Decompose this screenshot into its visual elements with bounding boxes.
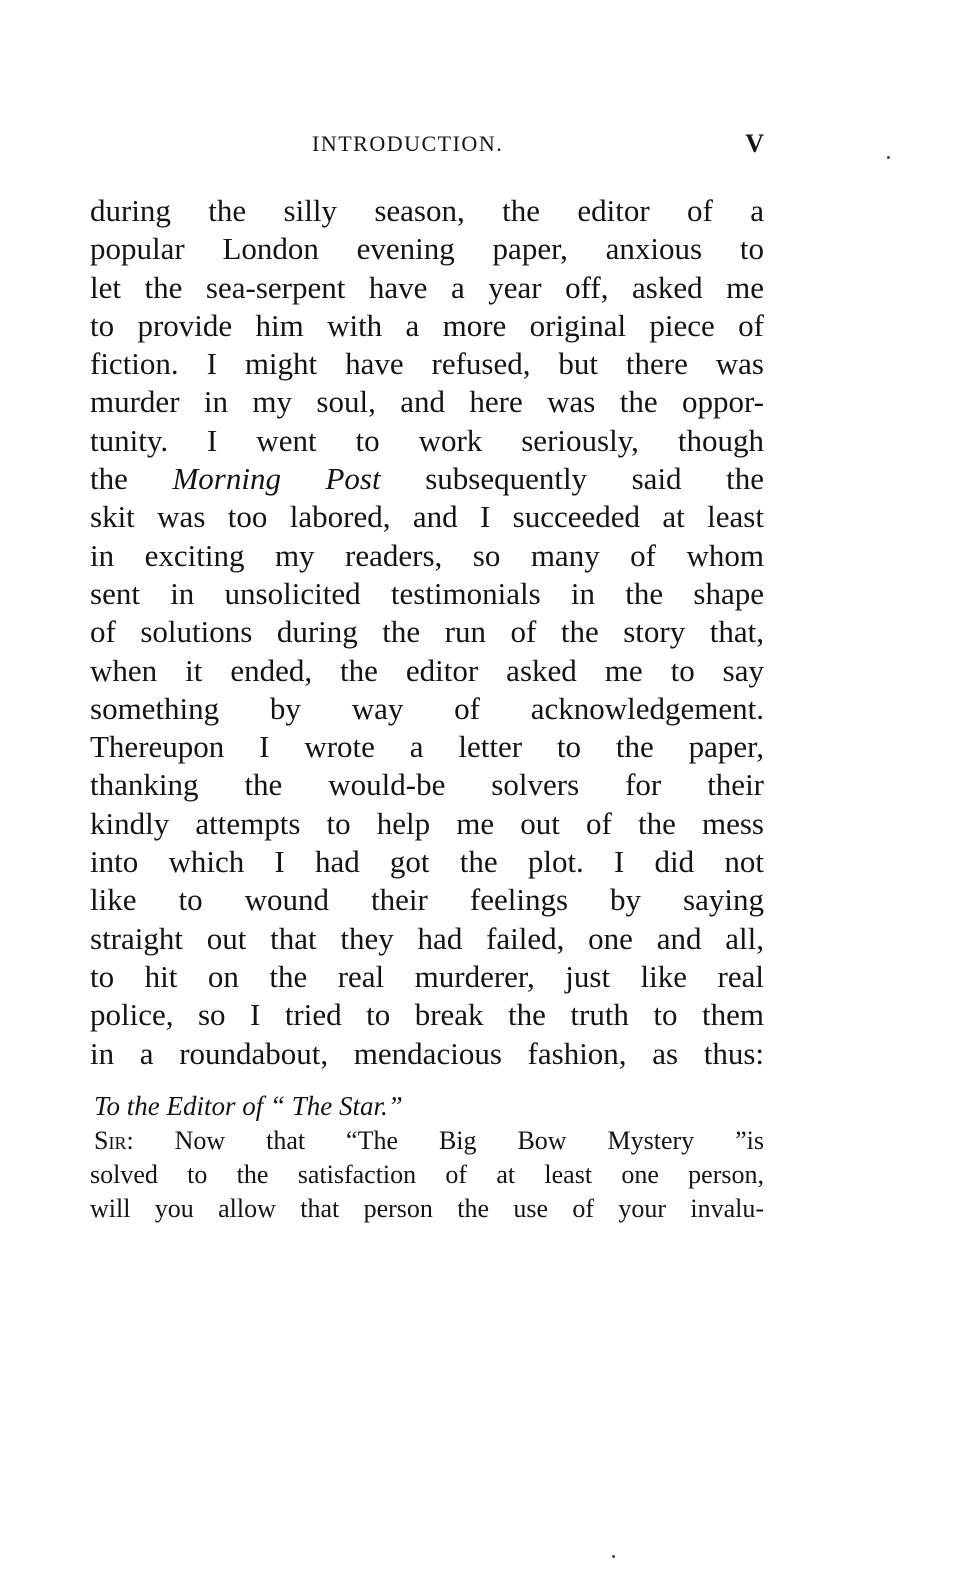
letter-line: will you allow that person the use of your invalu-: [90, 1194, 764, 1223]
print-speck: [887, 156, 890, 159]
text-line: sent in unsolicited testimonials in the shape: [90, 575, 764, 611]
text-line: Thereupon I wrote a letter to the paper,: [90, 729, 764, 765]
text-line: skit was too labored, and I succeeded at least: [90, 499, 764, 535]
newspaper-title: Morning Post: [172, 461, 381, 497]
text-line: to hit on the real murderer, just like real: [90, 958, 764, 994]
quoted-letter: [90, 1088, 764, 1226]
body-paragraph: [90, 192, 764, 1073]
letter-heading: To the Editor of “ The Star.”: [94, 1091, 403, 1121]
text-line: in a roundabout, mendacious fashion, as thus:: [90, 1035, 764, 1071]
text-line: popular London evening paper, anxious to: [90, 231, 764, 267]
letter-line: [90, 1124, 764, 1158]
text-line: police, so I tried to break the truth to them: [90, 997, 764, 1033]
print-speck: [612, 1555, 615, 1558]
text-line: tunity. I went to work seriously, though: [90, 422, 764, 458]
page-number: V: [745, 129, 764, 158]
text-line-with-italic: [90, 460, 764, 498]
text-fragment: the: [90, 461, 173, 497]
text-fragment: subsequently said the: [380, 461, 764, 497]
page-header: [90, 126, 764, 162]
text-line: like to wound their feelings by saying: [90, 882, 764, 918]
text-line: let the sea-serpent have a year off, asked me: [90, 269, 764, 305]
text-line: to provide him with a more original piece of: [90, 307, 764, 343]
text-line: murder in my soul, and here was the oppor-: [90, 384, 764, 420]
text-line: when it ended, the editor asked me to say: [90, 652, 764, 688]
text-line: in exciting my readers, so many of whom: [90, 537, 764, 573]
text-line: fiction. I might have refused, but there was: [90, 346, 764, 382]
text-line: kindly attempts to help me out of the mess: [90, 805, 764, 841]
text-line: into which I had got the plot. I did not: [90, 844, 764, 880]
running-head: INTRODUCTION.: [312, 131, 504, 156]
letter-line: solved to the satisfaction of at least one person,: [90, 1160, 764, 1189]
text-line: something by way of acknowledgement.: [90, 690, 764, 726]
text-line: during the silly season, the editor of a: [90, 193, 764, 228]
text-line: of solutions during the run of the story that,: [90, 614, 764, 650]
letter-salutation: Sir:: [94, 1126, 134, 1155]
text-line: straight out that they had failed, one and all,: [90, 920, 764, 956]
text-line: thanking the would-be solvers for their: [90, 767, 764, 803]
text-fragment: Now that “The Big Bow Mystery ”is: [133, 1126, 764, 1155]
